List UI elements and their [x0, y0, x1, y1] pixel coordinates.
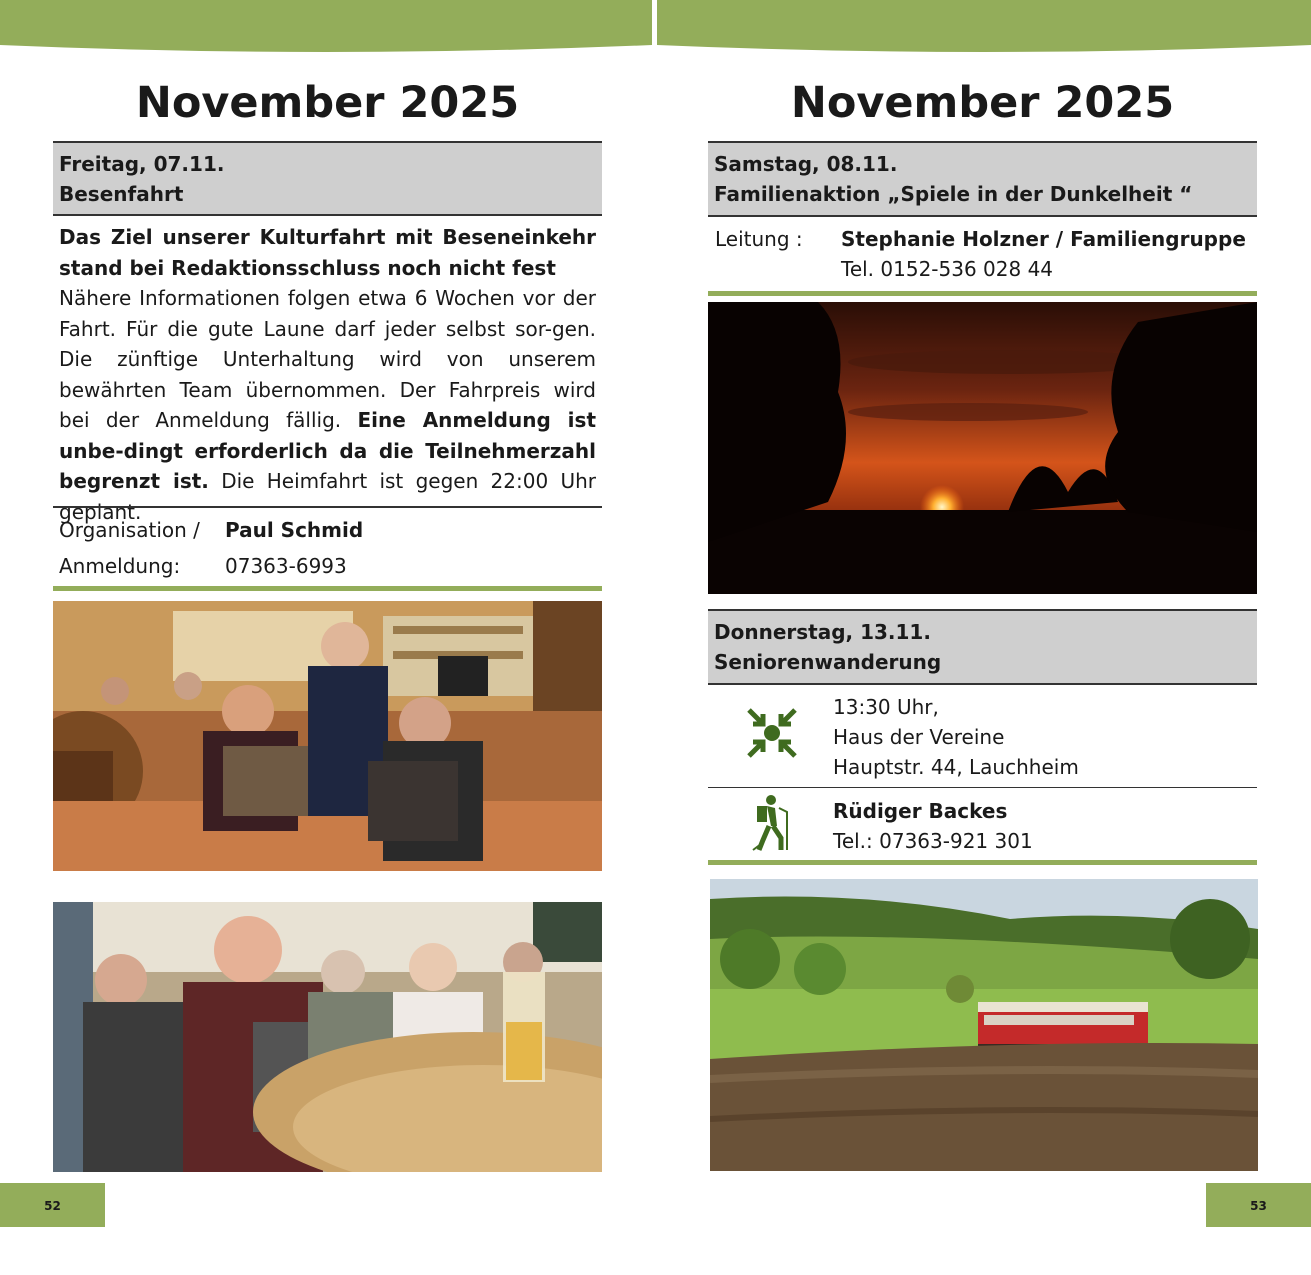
event-header [708, 609, 1257, 685]
page-number: 53 [1206, 1183, 1311, 1227]
event-header [53, 141, 602, 216]
description-text: Nähere Informationen folgen etwa 6 Wochen vor der Fahrt. Für die gute Laune darf jeder selbst sor-gen. Die zünftige Unterhaltung wird von unserem bewährten Team übernommen. Der Fahrpreis wird bei der Anmeldung fällig. [59, 286, 596, 432]
photo-train-landscape [710, 879, 1258, 1171]
photo-accordion-players [53, 601, 602, 871]
month-title: November 2025 [790, 78, 1175, 128]
green-divider [53, 586, 602, 591]
event-date: Freitag, 07.11. [59, 152, 225, 176]
meeting-details [833, 692, 1079, 782]
meeting-point-icon [737, 708, 807, 762]
org-contact [225, 515, 363, 581]
guide-contact [833, 796, 1033, 856]
guide-name: Rüdiger Backes [833, 799, 1008, 823]
org-label-line1: Organisation / [59, 518, 200, 542]
event-date: Samstag, 08.11. [714, 152, 898, 176]
guide-phone: Tel.: 07363-921 301 [833, 829, 1033, 853]
meeting-address: Hauptstr. 44, Lauchheim [833, 755, 1079, 779]
event-date: Donnerstag, 13.11. [714, 620, 931, 644]
org-label-line2: Anmeldung: [59, 554, 181, 578]
org-label [59, 515, 200, 581]
event-title: Besenfahrt [59, 182, 184, 206]
event-title: Seniorenwanderung [714, 650, 942, 674]
left-page [44, 0, 602, 1275]
hiker-icon [737, 794, 807, 856]
right-page [708, 0, 1267, 1275]
description-intro: Das Ziel unserer Kulturfahrt mit Beseneinkehr stand bei Redaktionsschluss noch nicht fest [59, 225, 596, 280]
meeting-place: Haus der Vereine [833, 725, 1005, 749]
org-phone: 07363-6993 [225, 554, 347, 578]
photo-accordion-table [53, 902, 602, 1172]
meeting-time: 13:30 Uhr, [833, 695, 939, 719]
lead-label: Leitung : [715, 227, 803, 251]
green-divider [708, 860, 1257, 865]
page-number: 52 [0, 1183, 105, 1227]
description-end: Die Heimfahrt ist gegen 22:00 Uhr geplant. [59, 469, 597, 524]
event-header [708, 141, 1257, 217]
event-description [59, 222, 596, 527]
green-divider [708, 291, 1257, 296]
month-title: November 2025 [135, 78, 520, 128]
divider [53, 506, 602, 508]
row-divider [708, 787, 1257, 788]
org-name: Paul Schmid [225, 518, 364, 542]
lead-phone: Tel. 0152-536 028 44 [841, 257, 1054, 281]
description-emphasis: Eine Anmeldung ist unbe-dingt erforderlich da die Teilnehmerzahl begrenzt ist. [59, 408, 597, 493]
lead-name: Stephanie Holzner / Familiengruppe [841, 227, 1246, 251]
event-title: Familienaktion „Spiele in der Dunkelheit “ [714, 182, 1193, 206]
photo-sunset [708, 302, 1257, 594]
lead-contact [841, 224, 1246, 284]
